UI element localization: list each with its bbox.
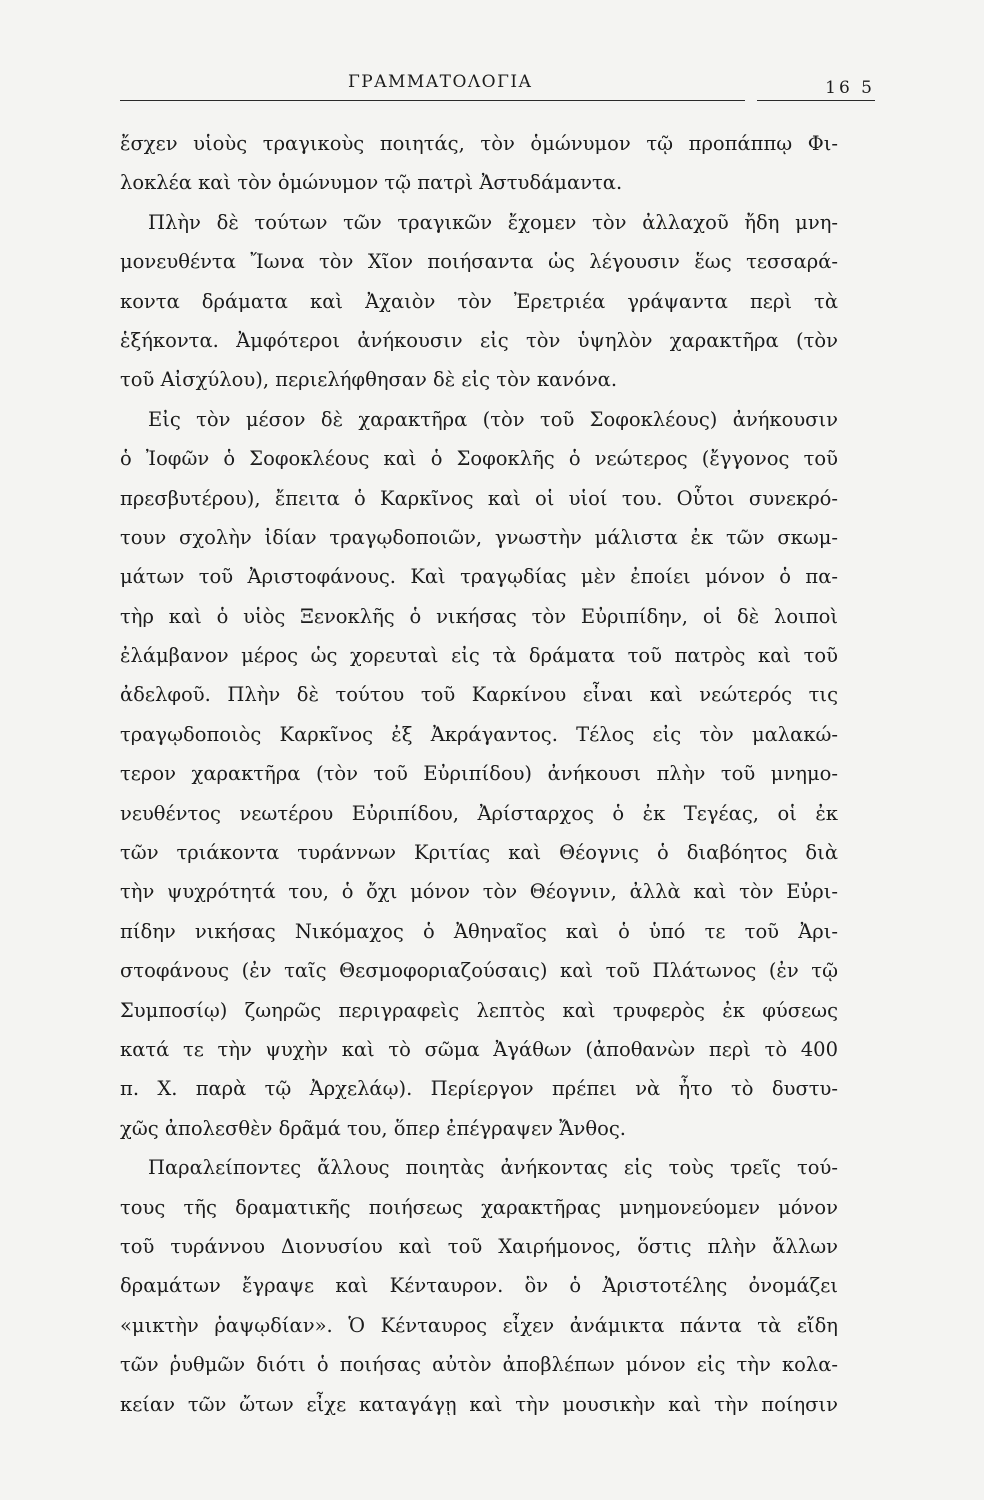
page-number: 16 5	[825, 78, 875, 98]
header-rule-right	[757, 100, 875, 101]
text-line: Παραλείποντες ἄλλους ποιητὰς ἀνήκοντας εἰς τοὺς τρεῖς τού-	[148, 1156, 838, 1180]
text-line: ὁ Ἰοφῶν ὁ Σοφοκλέους καὶ ὁ Σοφοκλῆς ὁ νεώτερος (ἔγγονος τοῦ	[120, 447, 838, 471]
text-line: τοῦ Αἰσχύλου), περιελήφθησαν δὲ εἰς τὸν κανόνα.	[120, 368, 618, 392]
text-line: Συμποσίῳ) ζωηρῶς περιγραφεὶς λεπτὸς καὶ τρυφερὸς ἐκ φύσεως	[120, 998, 838, 1022]
page-header	[120, 72, 875, 112]
text-line: δραμάτων ἔγραψε καὶ Κένταυρον. ὃν ὁ Ἀριστοτέλης ὀνομάζει	[120, 1274, 838, 1298]
text-line: τῶν τριάκοντα τυράννων Κριτίας καὶ Θέογνις ὁ διαβόητος διὰ	[120, 841, 838, 865]
text-line: κοντα δράματα καὶ Ἀχαιὸν τὸν Ἐρετριέα γράψαντα περὶ τὰ	[120, 289, 838, 313]
text-line: μονευθέντα Ἴωνα τὸν Χῖον ποιήσαντα ὡς λέγουσιν ἕως τεσσαρά-	[120, 250, 838, 274]
text-line: τραγῳδοποιὸς Καρκῖνος ἐξ Ἀκράγαντος. Τέλος εἰς τὸν μαλακώ-	[120, 722, 838, 746]
text-line: κατά τε τὴν ψυχὴν καὶ τὸ σῶμα Ἀγάθων (ἀποθανὼν περὶ τὸ 400	[120, 1037, 838, 1061]
text-line: ἀδελφοῦ. Πλὴν δὲ τούτου τοῦ Καρκίνου εἶναι καὶ νεώτερός τις	[120, 683, 838, 707]
text-line: τῶν ῥυθμῶν διότι ὁ ποιήσας αὐτὸν ἀποβλέπων μόνον εἰς τὴν κολα-	[120, 1353, 838, 1377]
text-line: τους τῆς δραματικῆς ποιήσεως χαρακτῆρας μνημονεύομεν μόνον	[120, 1195, 838, 1219]
text-line: μάτων τοῦ Ἀριστοφάνους. Καὶ τραγῳδίας μὲν ἐποίει μόνον ὁ πα-	[120, 565, 838, 589]
text-line: τοῦ τυράννου Διονυσίου καὶ τοῦ Χαιρήμονος, ὅστις πλὴν ἄλλων	[120, 1234, 838, 1258]
text-line: τουν σχολὴν ἰδίαν τραγῳδοποιῶν, γνωστὴν μάλιστα ἐκ τῶν σκωμ-	[120, 525, 838, 549]
text-line: στοφάνους (ἐν ταῖς Θεσμοφοριαζούσαις) καὶ τοῦ Πλάτωνος (ἐν τῷ	[120, 959, 838, 983]
text-line: ἔσχεν υἱοὺς τραγικοὺς ποιητάς, τὸν ὁμώνυμον τῷ προπάππῳ Φι-	[120, 132, 838, 155]
text-line: τὴρ καὶ ὁ υἱὸς Ξενοκλῆς ὁ νικήσας τὸν Εὐριπίδην, οἱ δὲ λοιποὶ	[120, 604, 838, 628]
text-line: τερον χαρακτῆρα (τὸν τοῦ Εὐριπίδου) ἀνήκουσι πλὴν τοῦ μνημο-	[120, 762, 838, 786]
text-line: πρεσβυτέρου), ἔπειτα ὁ Καρκῖνος καὶ οἱ υἱοί του. Οὗτοι συνεκρό-	[120, 486, 838, 510]
text-line: λοκλέα καὶ τὸν ὁμώνυμον τῷ πατρὶ Ἀστυδάμαντα.	[120, 171, 623, 195]
text-line: τὴν ψυχρότητά του, ὁ ὄχι μόνον τὸν Θέογνιν, ἀλλὰ καὶ τὸν Εὐρι-	[120, 880, 838, 904]
text-line: ἐλάμβανον μέρος ὡς χορευταὶ εἰς τὰ δράματα τοῦ πατρὸς καὶ τοῦ	[120, 644, 838, 668]
text-line: ἑξήκοντα. Ἀμφότεροι ἀνήκουσιν εἰς τὸν ὑψηλὸν χαρακτῆρα (τὸν	[120, 328, 838, 352]
text-line: Πλὴν δὲ τούτων τῶν τραγικῶν ἔχομεν τὸν ἀλλαχοῦ ἤδη μνη-	[148, 210, 838, 234]
text-line: π. Χ. παρὰ τῷ Ἀρχελάῳ). Περίεργον πρέπει νὰ ἦτο τὸ δυστυ-	[120, 1077, 838, 1101]
header-rule	[120, 100, 745, 101]
text-line: χῶς ἀπολεσθὲν δρᾶμά του, ὅπερ ἐπέγραψεν Ἄνθος.	[120, 1116, 626, 1140]
body-text	[120, 124, 838, 1424]
text-line: πίδην νικήσας Νικόμαχος ὁ Ἀθηναῖος καὶ ὁ ὑπό τε τοῦ Ἀρι-	[120, 919, 838, 943]
text-line: κείαν τῶν ὤτων εἶχε καταγάγῃ καὶ τὴν μουσικὴν καὶ τὴν ποίησιν	[120, 1392, 838, 1416]
running-title: ΓΡΑΜΜΑΤΟΛΟΓΙΑ	[348, 72, 533, 92]
text-line: Εἰς τὸν μέσον δὲ χαρακτῆρα (τὸν τοῦ Σοφοκλέους) ἀνήκουσιν	[148, 407, 838, 431]
text-line: νευθέντος νεωτέρου Εὐριπίδου, Ἀρίσταρχος ὁ ἐκ Τεγέας, οἱ ἐκ	[120, 801, 838, 825]
text-line: «μικτὴν ῥαψῳδίαν». Ὁ Κένταυρος εἶχεν ἀνάμικτα πάντα τὰ εἴδη	[120, 1313, 838, 1337]
